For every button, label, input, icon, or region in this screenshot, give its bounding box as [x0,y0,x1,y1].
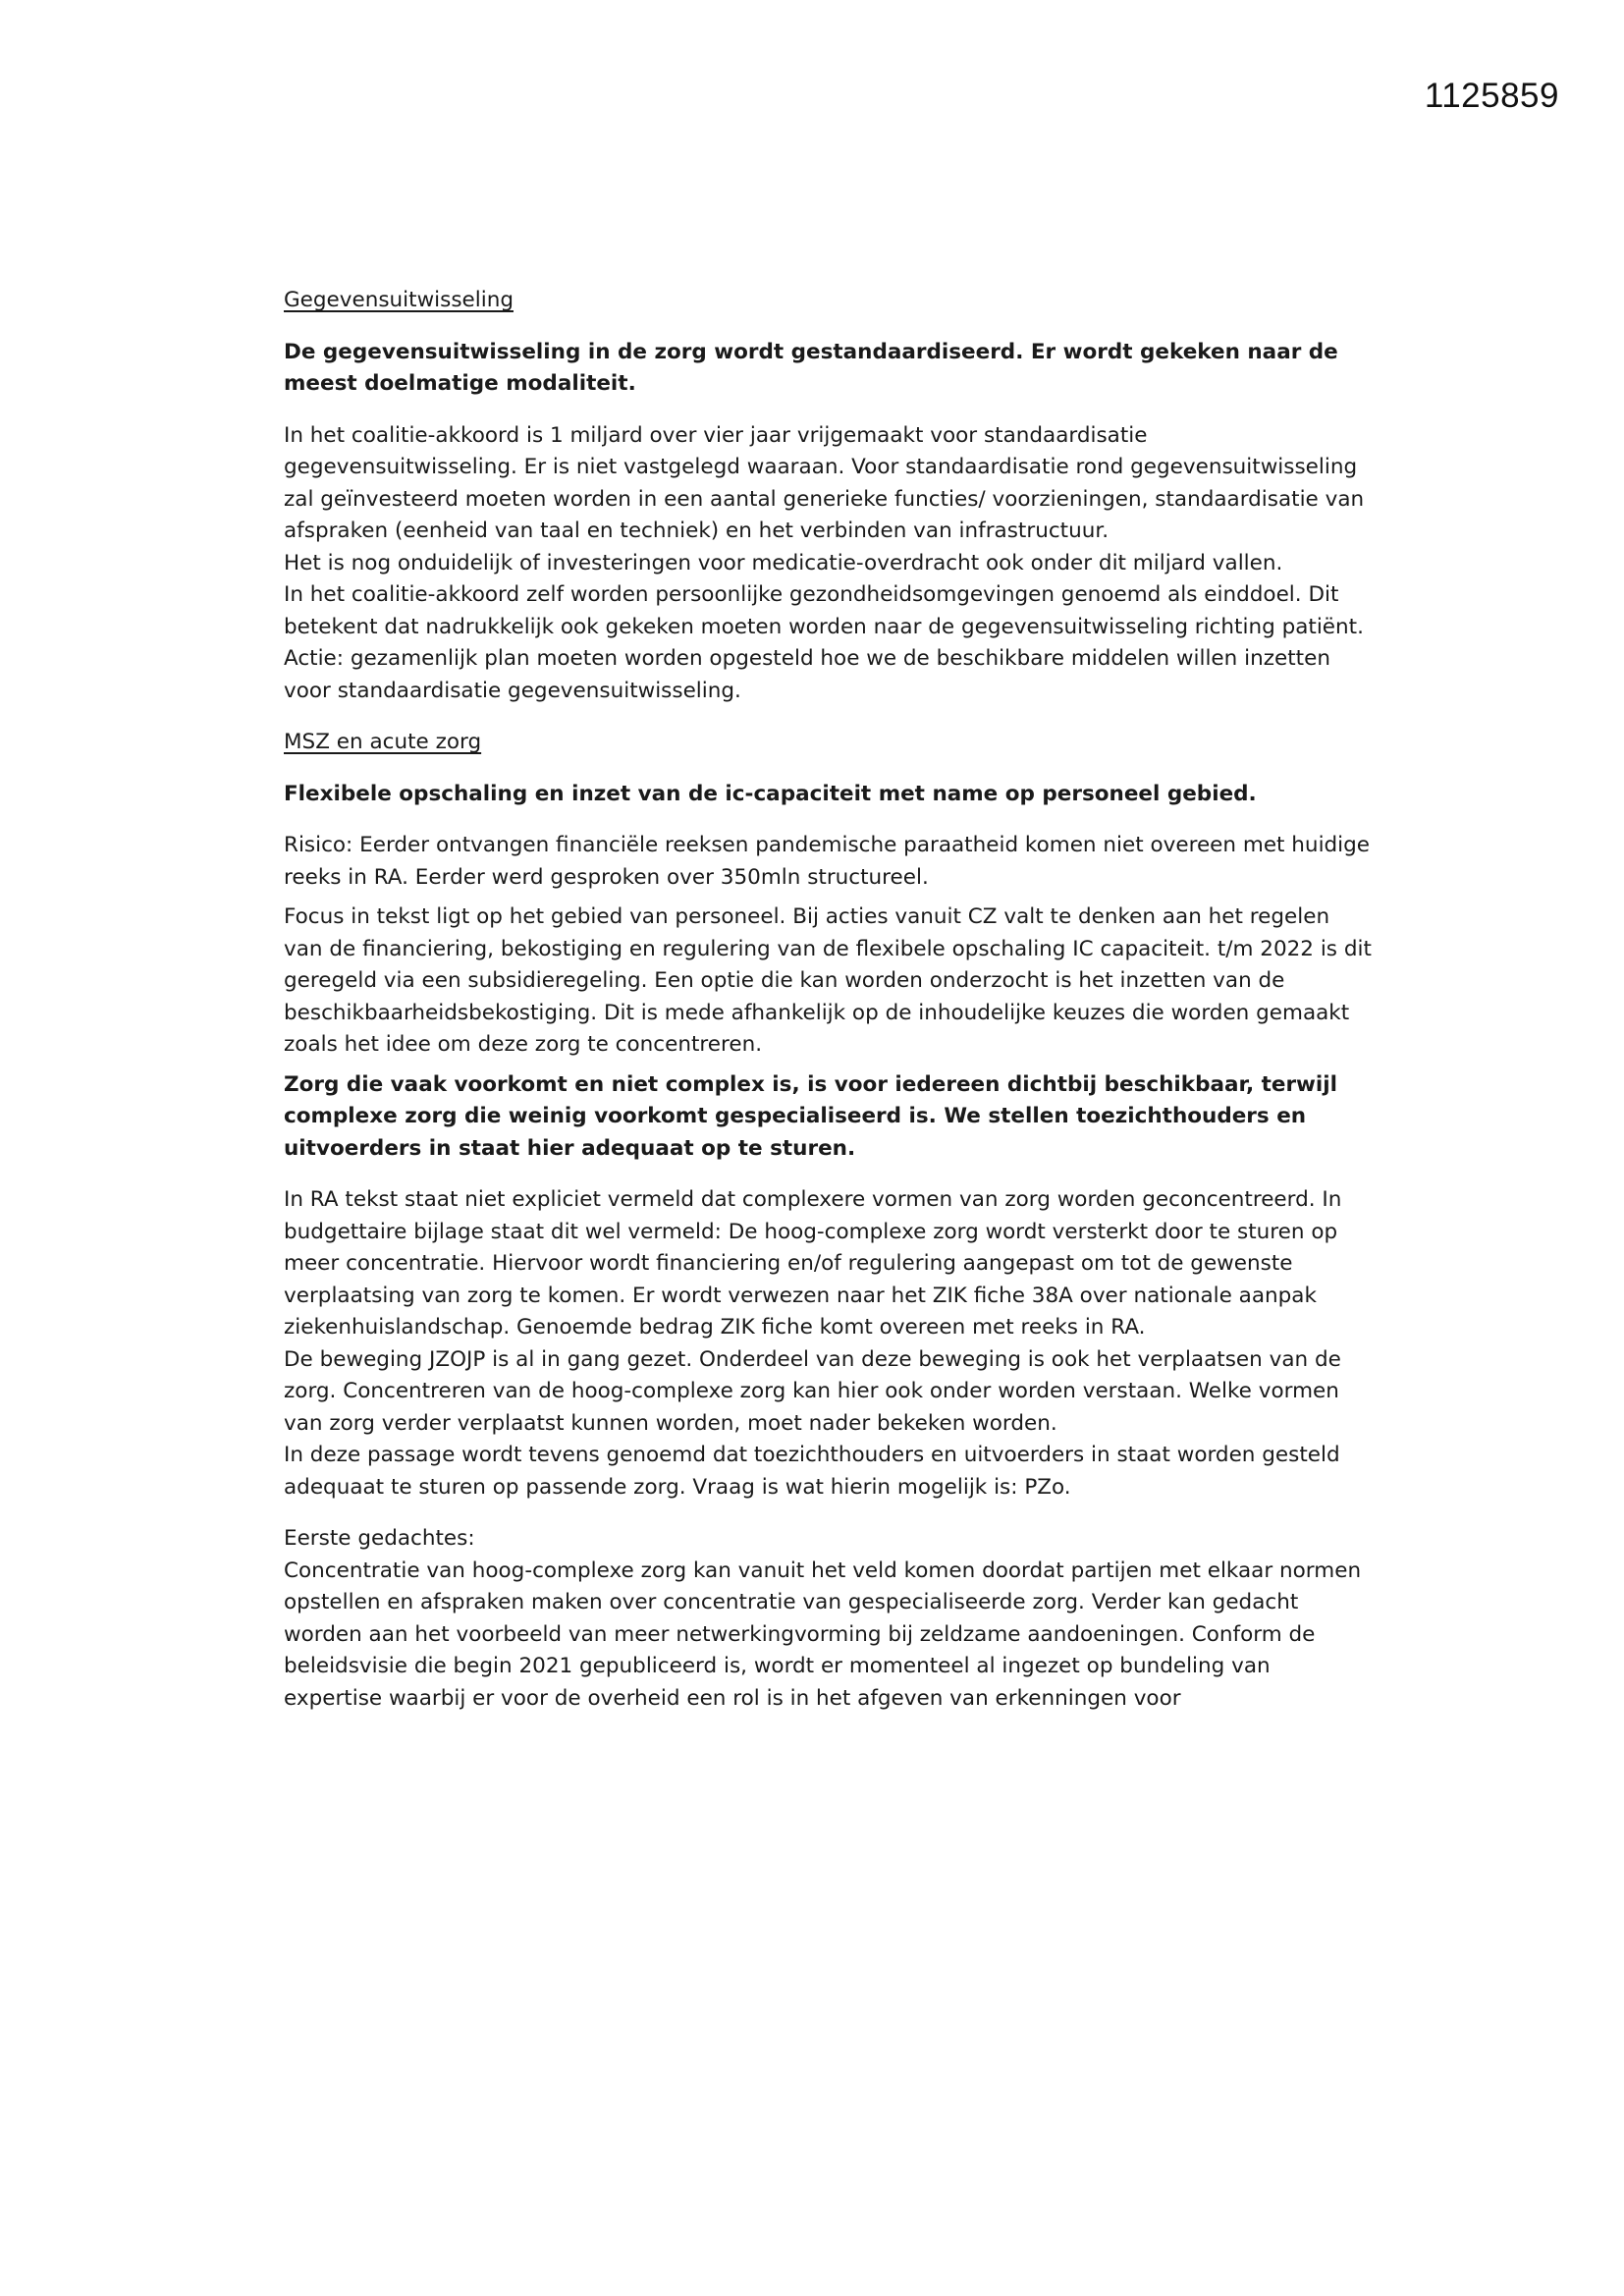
paragraph-persoonlijke-gezondheidsomgevingen: In het coalitie-akkoord zelf worden persoonlijke gezondheidsomgevingen genoemd als einddoel. Dit betekent dat nadrukkelijk ook gekeken moeten worden naar de gegevensuitwisseling richting patiënt. [284,582,1364,639]
section-heading-msz-acute-zorg: MSZ en acute zorg [284,730,482,754]
paragraph-ra-tekst: In RA tekst staat niet expliciet vermeld dat complexere vormen van zorg worden geconcentreerd. In budgettaire bijlage staat dit wel vermeld: De hoog-complexe zorg wordt versterkt door te sturen op meer concentratie. Hiervoor wordt financiering en/of regulering aangepast om tot de gewenste verplaatsing van zorg te komen. Er wordt verwezen naar het ZIK fiche 38A over nationale aanpak ziekenhuislandschap. Genoemde bedrag ZIK fiche komt overeen met reeks in RA. [284,1187,1342,1339]
paragraph-medicatie-overdracht: Het is nog onduidelijk of investeringen voor medicatie-overdracht ook onder dit miljard vallen. [284,550,1283,575]
lead-paragraph-ic-capaciteit: Flexibele opschaling en inzet van de ic-capaciteit met name op personeel gebied. [284,781,1257,806]
paragraph-actie: Actie: gezamenlijk plan moeten worden opgesteld hoe we de beschikbare middelen willen inzetten voor standaardisatie gegevensuitwisseling. [284,646,1330,703]
paragraph-focus-personeel: Focus in tekst ligt op het gebied van personeel. Bij acties vanuit CZ valt te denken aan het regelen van de financiering, bekostiging en regulering van de flexibele opschaling IC capaciteit. t/m 2022 is dit geregeld via een subsidieregeling. Een optie die kan worden onderzocht is het inzetten van de beschikbaarheidsbekostiging. Dit is mede afhankelijk op de inhoudelijke keuzes die worden gemaakt zoals het idee om deze zorg te concentreren. [284,904,1372,1057]
document-body [284,285,1374,1715]
paragraph-jzojp: De beweging JZOJP is al in gang gezet. Onderdeel van deze beweging is ook het verplaatsen van de zorg. Concentreren van de hoog-complexe zorg kan hier ook onder worden verstaan. Welke vormen van zorg verder verplaatst kunnen worden, moet nader bekeken worden. [284,1346,1341,1436]
document-number: 1125859 [1424,77,1559,115]
paragraph-eerste-gedachtes: Concentratie van hoog-complexe zorg kan vanuit het veld komen doordat partijen met elkaar normen opstellen en afspraken maken over concentratie van gespecialiseerde zorg. Verder kan gedacht worden aan het voorbeeld van meer netwerkingvorming bij zeldzame aandoeningen. Conform de beleidsvisie die begin 2021 gepubliceerd is, wordt er momenteel al ingezet op bundeling van expertise waarbij er voor de overheid een rol is in het afgeven van erkenningen voor [284,1558,1362,1711]
section-heading-gegevensuitwisseling: Gegevensuitwisseling [284,288,514,312]
paragraph-risico: Risico: Eerder ontvangen financiële reeksen pandemische paraatheid komen niet overeen met huidige reeks in RA. Eerder werd gesproken over 350mln structureel. [284,833,1371,890]
lead-paragraph-standaardisatie: De gegevensuitwisseling in de zorg wordt gestandaardiseerd. Er wordt gekeken naar de meest doelmatige modaliteit. [284,339,1338,396]
paragraph-coalitie-akkoord: In het coalitie-akkoord is 1 miljard over vier jaar vrijgemaakt voor standaardisatie gegevensuitwisseling. Er is niet vastgelegd waaraan. Voor standaardisatie rond gegevensuitwisseling zal geïnvesteerd moeten worden in een aantal generieke functies/ voorzieningen, standaardisatie van afspraken (eenheid van taal en techniek) en het verbinden van infrastructuur. [284,422,1365,543]
paragraph-toezichthouders: In deze passage wordt tevens genoemd dat toezichthouders en uitvoerders in staat worden gesteld adequaat te sturen op passende zorg. Vraag is wat hierin mogelijk is: PZo. [284,1443,1340,1500]
paragraph-eerste-gedachtes-label: Eerste gedachtes: [284,1526,475,1551]
lead-paragraph-complexe-zorg: Zorg die vaak voorkomt en niet complex is, is voor iedereen dichtbij beschikbaar, terwijl complexe zorg die weinig voorkomt gespecialiseerd is. We stellen toezichthouders en uitvoerders in staat hier adequaat op te sturen. [284,1071,1338,1161]
